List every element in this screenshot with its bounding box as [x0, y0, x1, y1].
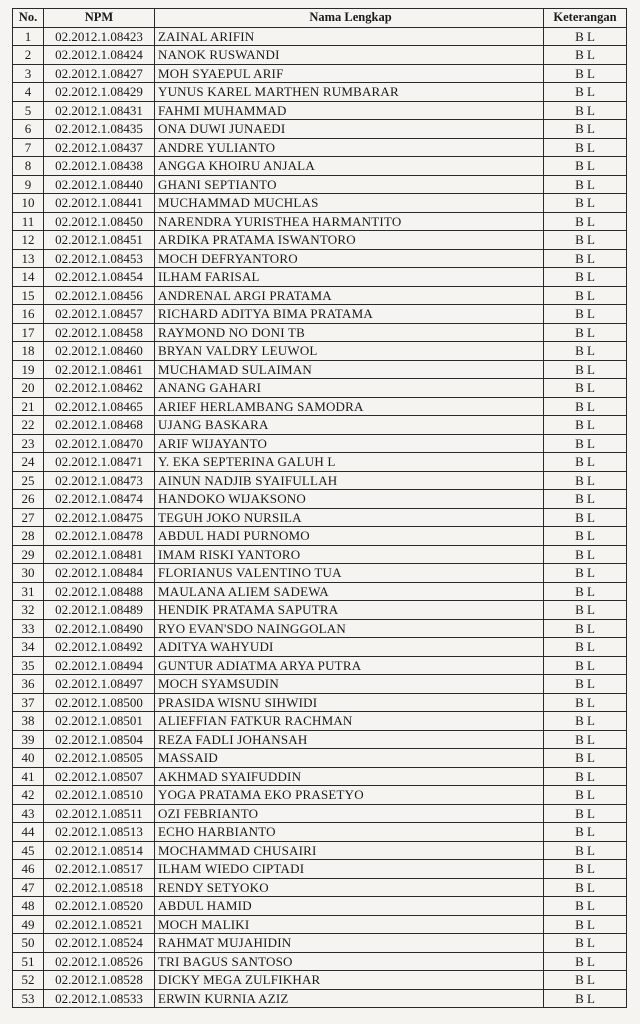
cell-no: 25 — [13, 471, 44, 490]
cell-keterangan: B L — [544, 212, 627, 231]
cell-npm: 02.2012.1.08514 — [44, 841, 155, 860]
table-row — [13, 656, 627, 675]
cell-no: 48 — [13, 897, 44, 916]
cell-npm: 02.2012.1.08450 — [44, 212, 155, 231]
cell-nama: RYO EVAN'SDO NAINGGOLAN — [155, 619, 544, 638]
cell-npm: 02.2012.1.08528 — [44, 971, 155, 990]
cell-no: 14 — [13, 268, 44, 287]
cell-no: 29 — [13, 545, 44, 564]
table-row — [13, 860, 627, 879]
cell-no: 7 — [13, 138, 44, 157]
cell-keterangan: B L — [544, 693, 627, 712]
cell-no: 52 — [13, 971, 44, 990]
cell-npm: 02.2012.1.08488 — [44, 582, 155, 601]
cell-npm: 02.2012.1.08471 — [44, 453, 155, 472]
header-npm: NPM — [44, 9, 155, 28]
cell-npm: 02.2012.1.08500 — [44, 693, 155, 712]
cell-no: 42 — [13, 786, 44, 805]
cell-nama: ERWIN KURNIA AZIZ — [155, 989, 544, 1008]
cell-no: 53 — [13, 989, 44, 1008]
cell-npm: 02.2012.1.08473 — [44, 471, 155, 490]
cell-npm: 02.2012.1.08461 — [44, 360, 155, 379]
cell-no: 10 — [13, 194, 44, 213]
cell-keterangan: B L — [544, 860, 627, 879]
cell-keterangan: B L — [544, 656, 627, 675]
header-nama: Nama Lengkap — [155, 9, 544, 28]
cell-no: 1 — [13, 27, 44, 46]
cell-nama: ANGGA KHOIRU ANJALA — [155, 157, 544, 176]
table-row — [13, 416, 627, 435]
cell-npm: 02.2012.1.08507 — [44, 767, 155, 786]
cell-no: 32 — [13, 601, 44, 620]
cell-no: 18 — [13, 342, 44, 361]
cell-keterangan: B L — [544, 786, 627, 805]
table-row — [13, 989, 627, 1008]
table-row — [13, 934, 627, 953]
cell-npm: 02.2012.1.08431 — [44, 101, 155, 120]
table-row — [13, 434, 627, 453]
cell-no: 9 — [13, 175, 44, 194]
table-row — [13, 305, 627, 324]
cell-npm: 02.2012.1.08510 — [44, 786, 155, 805]
cell-keterangan: B L — [544, 712, 627, 731]
cell-npm: 02.2012.1.08454 — [44, 268, 155, 287]
cell-nama: NARENDRA YURISTHEA HARMANTITO — [155, 212, 544, 231]
cell-no: 46 — [13, 860, 44, 879]
cell-no: 43 — [13, 804, 44, 823]
cell-npm: 02.2012.1.08474 — [44, 490, 155, 509]
table-row — [13, 212, 627, 231]
cell-keterangan: B L — [544, 175, 627, 194]
cell-nama: UJANG BASKARA — [155, 416, 544, 435]
cell-nama: DICKY MEGA ZULFIKHAR — [155, 971, 544, 990]
cell-no: 6 — [13, 120, 44, 139]
table-row — [13, 397, 627, 416]
cell-nama: YUNUS KAREL MARTHEN RUMBARAR — [155, 83, 544, 102]
table-row — [13, 638, 627, 657]
cell-npm: 02.2012.1.08481 — [44, 545, 155, 564]
table-row — [13, 545, 627, 564]
cell-npm: 02.2012.1.08429 — [44, 83, 155, 102]
table-row — [13, 120, 627, 139]
table-row — [13, 675, 627, 694]
cell-nama: AKHMAD SYAIFUDDIN — [155, 767, 544, 786]
cell-nama: ADITYA WAHYUDI — [155, 638, 544, 657]
cell-keterangan: B L — [544, 490, 627, 509]
cell-no: 40 — [13, 749, 44, 768]
cell-npm: 02.2012.1.08511 — [44, 804, 155, 823]
table-row — [13, 194, 627, 213]
cell-nama: ALIEFFIAN FATKUR RACHMAN — [155, 712, 544, 731]
cell-npm: 02.2012.1.08501 — [44, 712, 155, 731]
table-row — [13, 841, 627, 860]
table-row — [13, 453, 627, 472]
cell-npm: 02.2012.1.08440 — [44, 175, 155, 194]
cell-no: 33 — [13, 619, 44, 638]
cell-nama: MASSAID — [155, 749, 544, 768]
cell-keterangan: B L — [544, 915, 627, 934]
cell-npm: 02.2012.1.08458 — [44, 323, 155, 342]
cell-nama: RAYMOND NO DONI TB — [155, 323, 544, 342]
cell-keterangan: B L — [544, 989, 627, 1008]
cell-no: 49 — [13, 915, 44, 934]
cell-keterangan: B L — [544, 767, 627, 786]
cell-keterangan: B L — [544, 342, 627, 361]
table-row — [13, 564, 627, 583]
cell-no: 26 — [13, 490, 44, 509]
cell-npm: 02.2012.1.08460 — [44, 342, 155, 361]
cell-nama: MUCHAMMAD MUCHLAS — [155, 194, 544, 213]
cell-nama: MOCH MALIKI — [155, 915, 544, 934]
cell-keterangan: B L — [544, 194, 627, 213]
cell-npm: 02.2012.1.08424 — [44, 46, 155, 65]
student-list-table — [12, 8, 627, 1008]
cell-npm: 02.2012.1.08513 — [44, 823, 155, 842]
table-row — [13, 323, 627, 342]
cell-nama: MUCHAMAD SULAIMAN — [155, 360, 544, 379]
cell-nama: RAHMAT MUJAHIDIN — [155, 934, 544, 953]
cell-keterangan: B L — [544, 471, 627, 490]
table-row — [13, 601, 627, 620]
cell-no: 5 — [13, 101, 44, 120]
cell-npm: 02.2012.1.08505 — [44, 749, 155, 768]
cell-no: 21 — [13, 397, 44, 416]
cell-npm: 02.2012.1.08518 — [44, 878, 155, 897]
cell-keterangan: B L — [544, 434, 627, 453]
cell-keterangan: B L — [544, 27, 627, 46]
cell-npm: 02.2012.1.08494 — [44, 656, 155, 675]
cell-no: 44 — [13, 823, 44, 842]
header-no: No. — [13, 9, 44, 28]
cell-nama: ABDUL HAMID — [155, 897, 544, 916]
cell-nama: ECHO HARBIANTO — [155, 823, 544, 842]
table-row — [13, 897, 627, 916]
table-row — [13, 749, 627, 768]
cell-npm: 02.2012.1.08438 — [44, 157, 155, 176]
cell-npm: 02.2012.1.08457 — [44, 305, 155, 324]
cell-no: 11 — [13, 212, 44, 231]
table-row — [13, 101, 627, 120]
cell-npm: 02.2012.1.08437 — [44, 138, 155, 157]
table-row — [13, 249, 627, 268]
cell-keterangan: B L — [544, 749, 627, 768]
cell-nama: ANANG GAHARI — [155, 379, 544, 398]
cell-no: 35 — [13, 656, 44, 675]
cell-npm: 02.2012.1.08490 — [44, 619, 155, 638]
table-row — [13, 379, 627, 398]
cell-no: 23 — [13, 434, 44, 453]
cell-no: 2 — [13, 46, 44, 65]
cell-keterangan: B L — [544, 934, 627, 953]
cell-keterangan: B L — [544, 601, 627, 620]
cell-npm: 02.2012.1.08484 — [44, 564, 155, 583]
table-row — [13, 712, 627, 731]
cell-no: 12 — [13, 231, 44, 250]
cell-npm: 02.2012.1.08453 — [44, 249, 155, 268]
cell-keterangan: B L — [544, 878, 627, 897]
cell-nama: GUNTUR ADIATMA ARYA PUTRA — [155, 656, 544, 675]
cell-npm: 02.2012.1.08475 — [44, 508, 155, 527]
cell-no: 36 — [13, 675, 44, 694]
cell-npm: 02.2012.1.08435 — [44, 120, 155, 139]
cell-npm: 02.2012.1.08497 — [44, 675, 155, 694]
cell-npm: 02.2012.1.08520 — [44, 897, 155, 916]
cell-no: 4 — [13, 83, 44, 102]
table-row — [13, 693, 627, 712]
cell-no: 39 — [13, 730, 44, 749]
table-row — [13, 27, 627, 46]
cell-nama: MOCH DEFRYANTORO — [155, 249, 544, 268]
cell-nama: Y. EKA SEPTERINA GALUH L — [155, 453, 544, 472]
cell-keterangan: B L — [544, 508, 627, 527]
cell-nama: BRYAN VALDRY LEUWOL — [155, 342, 544, 361]
cell-nama: HANDOKO WIJAKSONO — [155, 490, 544, 509]
cell-keterangan: B L — [544, 823, 627, 842]
cell-npm: 02.2012.1.08451 — [44, 231, 155, 250]
cell-nama: ARDIKA PRATAMA ISWANTORO — [155, 231, 544, 250]
cell-nama: HENDIK PRATAMA SAPUTRA — [155, 601, 544, 620]
cell-npm: 02.2012.1.08478 — [44, 527, 155, 546]
cell-keterangan: B L — [544, 897, 627, 916]
cell-no: 30 — [13, 564, 44, 583]
table-row — [13, 46, 627, 65]
table-row — [13, 971, 627, 990]
cell-keterangan: B L — [544, 46, 627, 65]
table-row — [13, 619, 627, 638]
table-row — [13, 286, 627, 305]
table-row — [13, 823, 627, 842]
cell-keterangan: B L — [544, 971, 627, 990]
cell-keterangan: B L — [544, 638, 627, 657]
cell-nama: AINUN NADJIB SYAIFULLAH — [155, 471, 544, 490]
cell-keterangan: B L — [544, 286, 627, 305]
cell-nama: ZAINAL ARIFIN — [155, 27, 544, 46]
cell-nama: RICHARD ADITYA BIMA PRATAMA — [155, 305, 544, 324]
cell-keterangan: B L — [544, 564, 627, 583]
cell-keterangan: B L — [544, 527, 627, 546]
cell-nama: ANDRE YULIANTO — [155, 138, 544, 157]
table-row — [13, 471, 627, 490]
cell-keterangan: B L — [544, 83, 627, 102]
cell-nama: ARIF WIJAYANTO — [155, 434, 544, 453]
cell-no: 8 — [13, 157, 44, 176]
table-row — [13, 915, 627, 934]
cell-npm: 02.2012.1.08462 — [44, 379, 155, 398]
cell-keterangan: B L — [544, 323, 627, 342]
cell-keterangan: B L — [544, 453, 627, 472]
cell-npm: 02.2012.1.08517 — [44, 860, 155, 879]
cell-no: 3 — [13, 64, 44, 83]
cell-no: 27 — [13, 508, 44, 527]
cell-keterangan: B L — [544, 379, 627, 398]
table-row — [13, 342, 627, 361]
cell-npm: 02.2012.1.08521 — [44, 915, 155, 934]
cell-npm: 02.2012.1.08533 — [44, 989, 155, 1008]
cell-no: 37 — [13, 693, 44, 712]
cell-no: 41 — [13, 767, 44, 786]
cell-keterangan: B L — [544, 675, 627, 694]
cell-keterangan: B L — [544, 120, 627, 139]
cell-no: 20 — [13, 379, 44, 398]
table-row — [13, 527, 627, 546]
table-row — [13, 268, 627, 287]
table-row — [13, 952, 627, 971]
cell-keterangan: B L — [544, 841, 627, 860]
table-row — [13, 64, 627, 83]
cell-keterangan: B L — [544, 416, 627, 435]
cell-nama: ILHAM FARISAL — [155, 268, 544, 287]
cell-npm: 02.2012.1.08492 — [44, 638, 155, 657]
cell-keterangan: B L — [544, 231, 627, 250]
cell-nama: TEGUH JOKO NURSILA — [155, 508, 544, 527]
cell-keterangan: B L — [544, 582, 627, 601]
cell-nama: REZA FADLI JOHANSAH — [155, 730, 544, 749]
cell-npm: 02.2012.1.08468 — [44, 416, 155, 435]
cell-npm: 02.2012.1.08489 — [44, 601, 155, 620]
cell-no: 13 — [13, 249, 44, 268]
cell-no: 45 — [13, 841, 44, 860]
table-row — [13, 508, 627, 527]
table-row — [13, 767, 627, 786]
cell-nama: IMAM RISKI YANTORO — [155, 545, 544, 564]
cell-nama: PRASIDA WISNU SIHWIDI — [155, 693, 544, 712]
cell-keterangan: B L — [544, 157, 627, 176]
cell-keterangan: B L — [544, 730, 627, 749]
table-row — [13, 878, 627, 897]
table-row — [13, 157, 627, 176]
cell-keterangan: B L — [544, 952, 627, 971]
cell-nama: ILHAM WIEDO CIPTADI — [155, 860, 544, 879]
table-row — [13, 804, 627, 823]
cell-npm: 02.2012.1.08423 — [44, 27, 155, 46]
cell-nama: RENDY SETYOKO — [155, 878, 544, 897]
cell-npm: 02.2012.1.08524 — [44, 934, 155, 953]
cell-keterangan: B L — [544, 138, 627, 157]
cell-no: 16 — [13, 305, 44, 324]
cell-npm: 02.2012.1.08470 — [44, 434, 155, 453]
cell-no: 50 — [13, 934, 44, 953]
cell-no: 47 — [13, 878, 44, 897]
table-row — [13, 490, 627, 509]
table-row — [13, 83, 627, 102]
cell-keterangan: B L — [544, 268, 627, 287]
cell-no: 19 — [13, 360, 44, 379]
cell-nama: TRI BAGUS SANTOSO — [155, 952, 544, 971]
cell-no: 17 — [13, 323, 44, 342]
table-row — [13, 730, 627, 749]
cell-keterangan: B L — [544, 64, 627, 83]
cell-npm: 02.2012.1.08504 — [44, 730, 155, 749]
cell-nama: MOH SYAEPUL ARIF — [155, 64, 544, 83]
cell-keterangan: B L — [544, 305, 627, 324]
cell-nama: FLORIANUS VALENTINO TUA — [155, 564, 544, 583]
table-row — [13, 138, 627, 157]
header-keterangan: Keterangan — [544, 9, 627, 28]
cell-npm: 02.2012.1.08526 — [44, 952, 155, 971]
cell-keterangan: B L — [544, 397, 627, 416]
table-row — [13, 786, 627, 805]
cell-keterangan: B L — [544, 804, 627, 823]
header-row — [13, 9, 627, 28]
cell-nama: ONA DUWI JUNAEDI — [155, 120, 544, 139]
cell-nama: ANDRENAL ARGI PRATAMA — [155, 286, 544, 305]
table-row — [13, 582, 627, 601]
cell-npm: 02.2012.1.08441 — [44, 194, 155, 213]
cell-no: 34 — [13, 638, 44, 657]
cell-no: 28 — [13, 527, 44, 546]
cell-nama: MAULANA ALIEM SADEWA — [155, 582, 544, 601]
cell-keterangan: B L — [544, 360, 627, 379]
cell-no: 24 — [13, 453, 44, 472]
cell-nama: FAHMI MUHAMMAD — [155, 101, 544, 120]
cell-nama: OZI FEBRIANTO — [155, 804, 544, 823]
cell-no: 31 — [13, 582, 44, 601]
cell-nama: NANOK RUSWANDI — [155, 46, 544, 65]
cell-keterangan: B L — [544, 545, 627, 564]
cell-keterangan: B L — [544, 101, 627, 120]
cell-no: 38 — [13, 712, 44, 731]
cell-npm: 02.2012.1.08465 — [44, 397, 155, 416]
cell-nama: YOGA PRATAMA EKO PRASETYO — [155, 786, 544, 805]
cell-npm: 02.2012.1.08427 — [44, 64, 155, 83]
table-row — [13, 360, 627, 379]
cell-nama: MOCH SYAMSUDIN — [155, 675, 544, 694]
cell-no: 15 — [13, 286, 44, 305]
cell-keterangan: B L — [544, 249, 627, 268]
table-row — [13, 231, 627, 250]
cell-keterangan: B L — [544, 619, 627, 638]
cell-no: 22 — [13, 416, 44, 435]
table-row — [13, 175, 627, 194]
cell-nama: MOCHAMMAD CHUSAIRI — [155, 841, 544, 860]
cell-nama: ARIEF HERLAMBANG SAMODRA — [155, 397, 544, 416]
cell-nama: ABDUL HADI PURNOMO — [155, 527, 544, 546]
cell-nama: GHANI SEPTIANTO — [155, 175, 544, 194]
cell-no: 51 — [13, 952, 44, 971]
cell-npm: 02.2012.1.08456 — [44, 286, 155, 305]
